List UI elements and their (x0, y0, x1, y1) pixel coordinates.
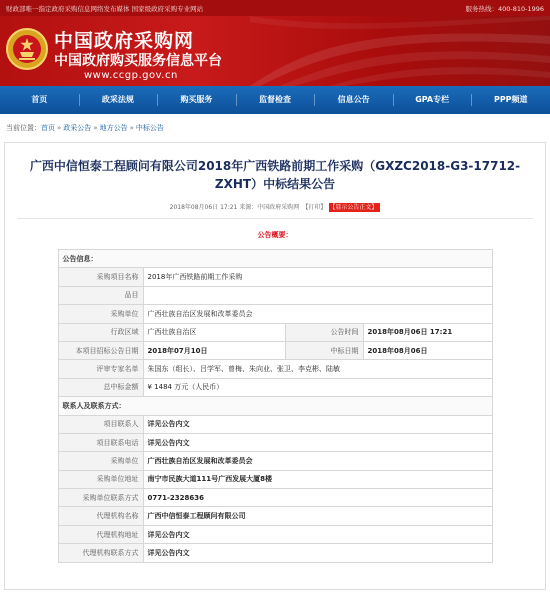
print-button[interactable]: 【打印】 (302, 204, 327, 211)
table-row (58, 268, 492, 286)
table-row (58, 360, 492, 378)
table-row (58, 452, 492, 470)
site-title: 中国政府采购网 (54, 30, 195, 52)
publish-info: 2018年08月06日 17:21 来源： (169, 204, 258, 211)
contact-label: 代理机构联系方式 (58, 544, 143, 562)
amount-label: 总中标金额 (58, 378, 143, 396)
banner-decoration (250, 16, 550, 86)
breadcrumb-award-notices[interactable]: 中标公告 (135, 124, 164, 132)
section-contacts: 联系人及联系方式： (58, 397, 492, 415)
publish-time-value: 2018年08月06日 17:21 (363, 323, 492, 341)
breadcrumb-home[interactable]: 首页 (41, 124, 55, 132)
contact-label: 采购单位联系方式 (58, 489, 143, 507)
region-label: 行政区域 (58, 323, 143, 341)
contact-label: 代理机构地址 (58, 525, 143, 543)
nav-supervision[interactable]: 监督检查 (236, 86, 315, 114)
breadcrumb-procurement-notices[interactable]: 政采公告 (63, 124, 92, 132)
contact-value: 广西中信恒泰工程顾问有限公司 (143, 507, 492, 525)
table-row (58, 305, 492, 323)
purchaser-value: 广西壮族自治区发展和改革委员会 (143, 305, 492, 323)
contact-value: 0771-2328636 (143, 489, 492, 507)
breadcrumb-local-notices[interactable]: 地方公告 (99, 124, 128, 132)
item-label: 品目 (58, 286, 143, 304)
contact-value: 详见公告内文 (143, 525, 492, 543)
breadcrumb (0, 114, 550, 142)
divider (17, 218, 533, 219)
table-row (58, 397, 492, 415)
article-title: 广西中信恒泰工程顾问有限公司2018年广西铁路前期工作采购（GXZC2018-G3-17712-ZXHT）中标结果公告 (29, 159, 521, 191)
contact-value: 详见公告内文 (143, 415, 492, 433)
table-row (58, 341, 492, 359)
table-row (58, 378, 492, 396)
tender-date-value: 2018年07月10日 (143, 341, 285, 359)
contact-value: 广西壮族自治区发展和改革委员会 (143, 452, 492, 470)
table-row (58, 286, 492, 304)
summary-heading: 公告概要： (257, 231, 293, 239)
purchaser-label: 采购单位 (58, 305, 143, 323)
tender-date-label: 本项目招标公告日期 (58, 341, 143, 359)
topbar-notice: 财政部唯一指定政府采购信息网络发布媒体 国家级政府采购专业网站 (6, 4, 204, 13)
section-notice-info: 公告信息： (58, 250, 492, 268)
article-panel (4, 142, 546, 590)
nav-announcements[interactable]: 信息公告 (314, 86, 393, 114)
project-name-value: 2018年广西铁路前期工作采购 (143, 268, 492, 286)
breadcrumb-separator: » (129, 124, 134, 132)
national-emblem-icon (5, 27, 49, 71)
contact-label: 项目联系电话 (58, 433, 143, 451)
contact-label: 采购单位 (58, 452, 143, 470)
project-name-label: 采购项目名称 (58, 268, 143, 286)
contact-value: 南宁市民族大道111号广西发展大厦8楼 (143, 470, 492, 488)
nav-purchase-services[interactable]: 购买服务 (157, 86, 236, 114)
experts-value: 朱国东（组长）、吕学军、曾梅、朱向业、张卫、李克彬、陆敏 (143, 360, 492, 378)
table-row (58, 507, 492, 525)
site-banner (0, 16, 550, 86)
table-row (58, 489, 492, 507)
nav-ppp[interactable]: PPP频道 (471, 86, 550, 114)
notice-info-table (58, 249, 493, 563)
region-value: 广西壮族自治区 (143, 323, 285, 341)
amount-value: ¥ 1484 万元（人民币） (143, 378, 492, 396)
contact-value: 详见公告内文 (143, 433, 492, 451)
contact-label: 代理机构名称 (58, 507, 143, 525)
nav-gpa[interactable]: GPA专栏 (393, 86, 472, 114)
article-meta (5, 202, 545, 211)
table-row (58, 525, 492, 543)
table-row (58, 433, 492, 451)
breadcrumb-separator: » (57, 124, 62, 132)
show-body-button[interactable]: 【显示公告正文】 (329, 203, 380, 212)
nav-home[interactable]: 首页 (31, 95, 48, 104)
publish-time-label: 公告时间 (285, 323, 363, 341)
site-url: www.ccgp.gov.cn (84, 70, 178, 81)
table-row (58, 470, 492, 488)
item-value (143, 286, 492, 304)
source-link[interactable]: 中国政府采购网 (257, 204, 300, 211)
contact-label: 项目联系人 (58, 415, 143, 433)
experts-label: 评审专家名单 (58, 360, 143, 378)
breadcrumb-separator: » (93, 124, 98, 132)
table-row (58, 415, 492, 433)
nav-regulations[interactable]: 政采法规 (79, 86, 158, 114)
service-hotline: 服务热线：400-810-1996 (465, 4, 544, 13)
site-subtitle: 中国政府购买服务信息平台 (54, 53, 222, 69)
table-row (58, 544, 492, 562)
main-nav (0, 86, 550, 114)
award-date-label: 中标日期 (285, 341, 363, 359)
breadcrumb-prefix: 当前位置： (6, 124, 41, 132)
contact-value: 详见公告内文 (143, 544, 492, 562)
table-row (58, 250, 492, 268)
top-bar (0, 0, 550, 16)
table-row (58, 323, 492, 341)
award-date-value: 2018年08月06日 (363, 341, 492, 359)
contact-label: 采购单位地址 (58, 470, 143, 488)
